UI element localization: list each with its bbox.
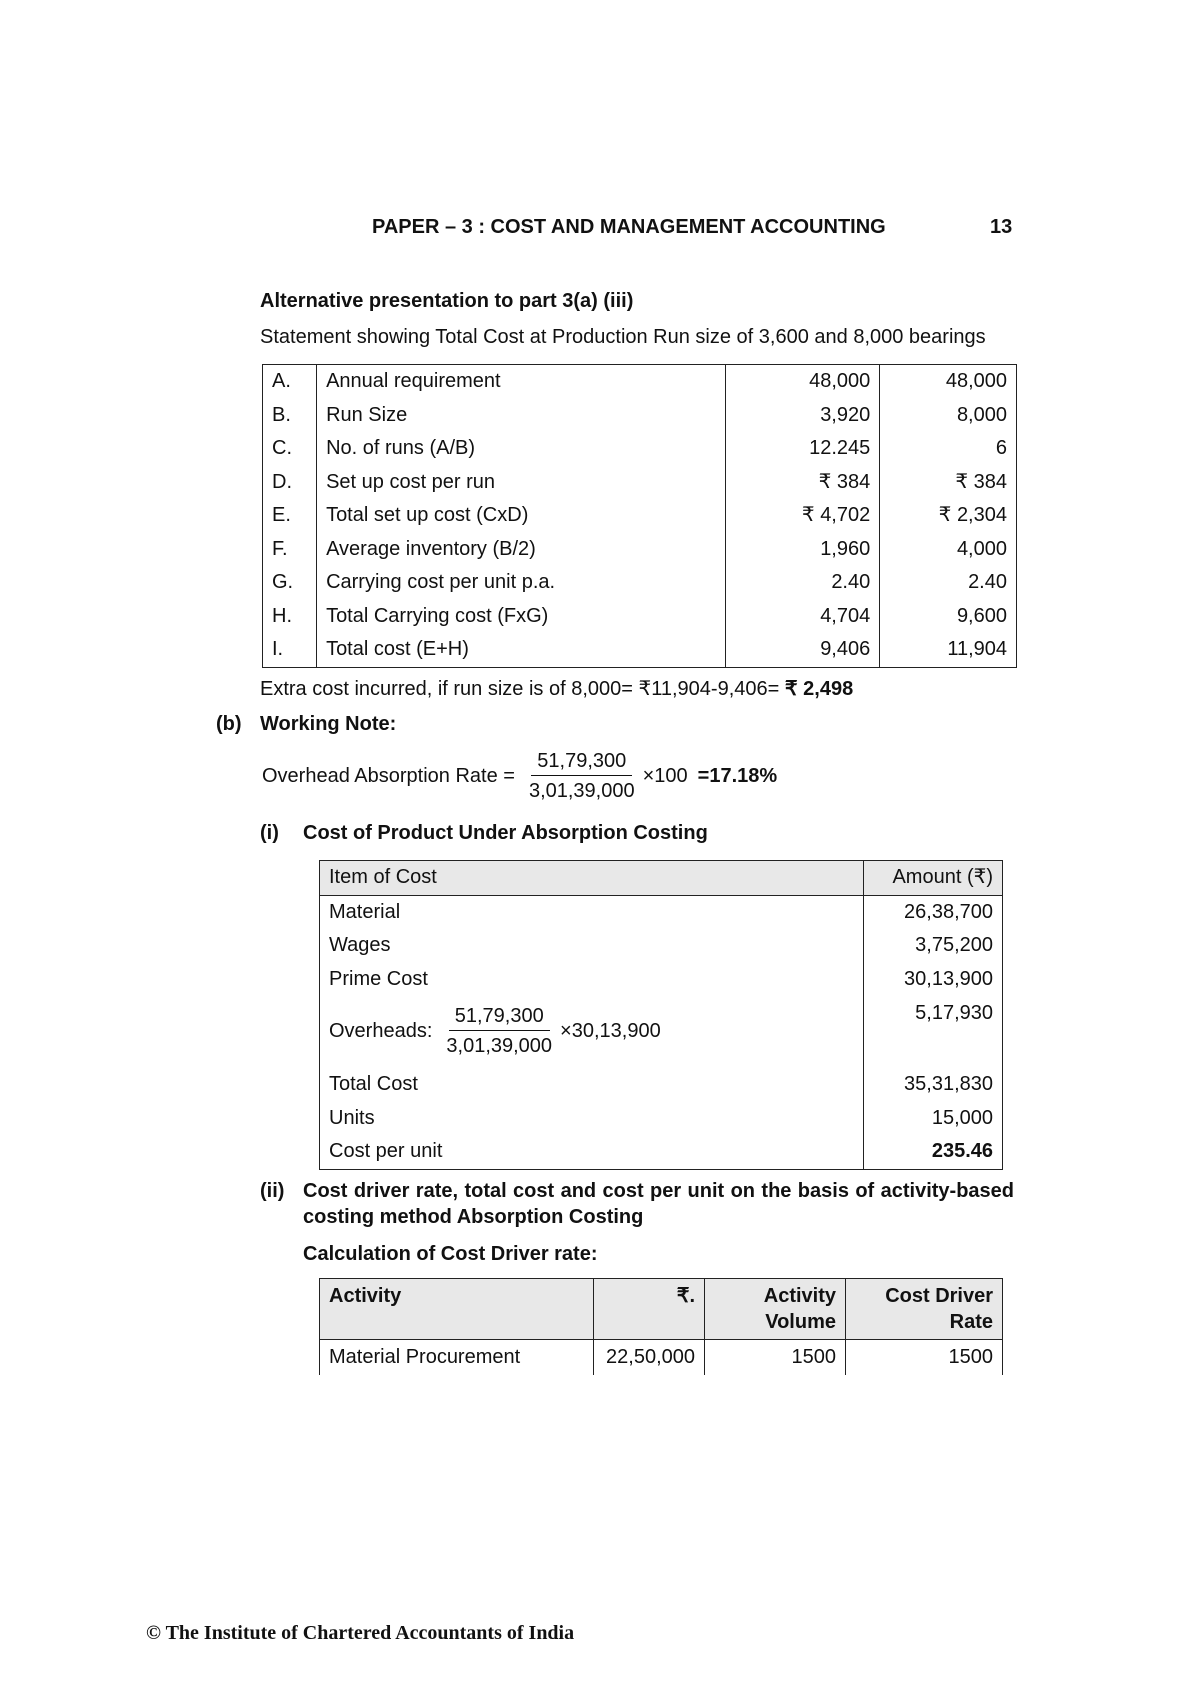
driver-activity: Material Procurement: [320, 1340, 594, 1376]
alt-row-value-run-8000: 2.40: [880, 566, 1017, 600]
abc-title-line2: costing method Absorption Costing: [303, 1206, 644, 1228]
absorption-row: [320, 1068, 1003, 1102]
oar-numerator: 51,79,300: [531, 747, 632, 776]
alt-row-description: Total Carrying cost (FxG): [317, 600, 726, 634]
alt-row: [263, 633, 1017, 667]
driver-amount: 22,50,000: [594, 1340, 705, 1376]
absorption-amount: 35,31,830: [864, 1068, 1003, 1102]
alt-row: [263, 499, 1017, 533]
alt-row-value-run-8000: 6: [880, 432, 1017, 466]
alt-row-value-run-8000: ₹ 2,304: [880, 499, 1017, 533]
alt-row-label: B.: [263, 399, 317, 433]
page-number: 13: [990, 216, 1013, 238]
alt-subheading: Statement showing Total Cost at Production Run size of 3,600 and 8,000 bearings: [260, 326, 986, 348]
oar-formula: [262, 747, 777, 806]
oar-label: Overhead Absorption Rate =: [262, 765, 515, 787]
alt-row-value-run-8000: 48,000: [880, 365, 1017, 399]
alt-row-label: H.: [263, 600, 317, 634]
alt-row-value-run-3920: 3,920: [726, 399, 880, 433]
extra-cost-line: [260, 676, 853, 701]
absorption-amount: 26,38,700: [864, 895, 1003, 929]
overheads-fraction: [440, 1002, 558, 1061]
header-activity-volume: [705, 1279, 846, 1340]
absorption-header-row: [320, 861, 1003, 896]
alt-row: [263, 466, 1017, 500]
cost-driver-row: [320, 1340, 1003, 1376]
cost-driver-table: [319, 1278, 1003, 1375]
alt-row-label: C.: [263, 432, 317, 466]
footer-copyright: © The Institute of Chartered Accountants of India: [146, 1622, 575, 1644]
alt-row-description: Total cost (E+H): [317, 633, 726, 667]
alt-row-label: A.: [263, 365, 317, 399]
alt-row-value-run-3920: 2.40: [726, 566, 880, 600]
alt-row-description: Total set up cost (CxD): [317, 499, 726, 533]
overheads-row: [320, 996, 1003, 1068]
absorption-amount: 3,75,200: [864, 929, 1003, 963]
header-amount: Amount (₹): [864, 861, 1003, 896]
absorption-item: Prime Cost: [320, 963, 864, 997]
alt-row-value-run-8000: 8,000: [880, 399, 1017, 433]
alt-row-value-run-3920: 1,960: [726, 533, 880, 567]
alt-row: [263, 365, 1017, 399]
extra-cost-value: ₹ 2,498: [784, 678, 854, 700]
page-header-title: PAPER – 3 : COST AND MANAGEMENT ACCOUNTING: [372, 216, 886, 238]
alt-row: [263, 600, 1017, 634]
absorption-cost-table: [319, 860, 1003, 1170]
alt-row-label: G.: [263, 566, 317, 600]
header-volume-line1: Activity: [763, 1285, 836, 1307]
alt-row-label: F.: [263, 533, 317, 567]
alt-row-value-run-8000: 9,600: [880, 600, 1017, 634]
alt-row-description: Carrying cost per unit p.a.: [317, 566, 726, 600]
oar-result: =17.18%: [697, 765, 778, 787]
alt-row-value-run-3920: 9,406: [726, 633, 880, 667]
alt-row-value-run-3920: 4,704: [726, 600, 880, 634]
abc-title-line1: [303, 1180, 1014, 1203]
alt-row-value-run-3920: ₹ 4,702: [726, 499, 880, 533]
cost-per-unit-label: Cost per unit: [320, 1135, 864, 1169]
section-b-label: (b): [216, 713, 242, 735]
alt-row-value-run-3920: 12.245: [726, 432, 880, 466]
driver-rate: 1500: [846, 1340, 1003, 1376]
alt-row-value-run-8000: ₹ 384: [880, 466, 1017, 500]
section-ii-label: (ii): [260, 1180, 285, 1202]
cost-per-unit-amount: 235.46: [864, 1135, 1003, 1169]
overheads-label: Overheads:: [329, 1019, 433, 1042]
overheads-denominator: 3,01,39,000: [446, 1034, 553, 1057]
alt-row-label: I.: [263, 633, 317, 667]
alt-row-value-run-8000: 11,904: [880, 633, 1017, 667]
oar-denominator: 3,01,39,000: [528, 780, 635, 802]
absorption-item: Total Cost: [320, 1068, 864, 1102]
absorption-row: [320, 963, 1003, 997]
absorption-amount: 15,000: [864, 1102, 1003, 1136]
alt-heading: Alternative presentation to part 3(a) (iii): [260, 290, 634, 312]
header-rate-line1: Cost Driver: [885, 1285, 993, 1307]
alt-row-value-run-3920: 48,000: [726, 365, 880, 399]
absorption-amount: 30,13,900: [864, 963, 1003, 997]
alt-row-label: E.: [263, 499, 317, 533]
cost-driver-header-row: [320, 1279, 1003, 1340]
absorption-item: Material: [320, 895, 864, 929]
alt-row-description: Run Size: [317, 399, 726, 433]
header-cost-driver-rate: [846, 1279, 1003, 1340]
absorption-row: [320, 929, 1003, 963]
alt-row-description: No. of runs (A/B): [317, 432, 726, 466]
abc-title-line1-text: Cost driver rate, total cost and cost per unit on the basis of activity-based: [303, 1180, 1014, 1202]
alt-row: [263, 399, 1017, 433]
driver-volume: 1500: [705, 1340, 846, 1376]
alt-row: [263, 566, 1017, 600]
alt-row: [263, 533, 1017, 567]
oar-multiplier: ×100: [642, 765, 688, 787]
alt-cost-table: [262, 364, 1017, 668]
section-i-label: (i): [260, 822, 279, 844]
oar-fraction: [523, 747, 641, 806]
absorption-item: Units: [320, 1102, 864, 1136]
alt-row-label: D.: [263, 466, 317, 500]
working-note-title: Working Note:: [260, 713, 397, 735]
alt-row-description: Annual requirement: [317, 365, 726, 399]
alt-row-value-run-8000: 4,000: [880, 533, 1017, 567]
overheads-cell: [320, 996, 864, 1068]
header-item-of-cost: Item of Cost: [320, 861, 864, 896]
absorption-row: [320, 895, 1003, 929]
overheads-numerator: 51,79,300: [449, 1002, 550, 1031]
absorption-row: [320, 1102, 1003, 1136]
header-activity: Activity: [320, 1279, 594, 1340]
absorption-title: Cost of Product Under Absorption Costing: [303, 822, 708, 844]
header-rupee: ₹.: [594, 1279, 705, 1340]
alt-row: [263, 432, 1017, 466]
header-volume-line2: Volume: [765, 1311, 836, 1333]
overheads-amount: 5,17,930: [864, 996, 1003, 1068]
absorption-item: Wages: [320, 929, 864, 963]
extra-cost-text: Extra cost incurred, if run size is of 8,000= ₹11,904-9,406=: [260, 678, 780, 700]
calc-heading: Calculation of Cost Driver rate:: [303, 1243, 598, 1265]
alt-row-description: Average inventory (B/2): [317, 533, 726, 567]
header-rate-line2: Rate: [949, 1311, 993, 1333]
alt-row-description: Set up cost per run: [317, 466, 726, 500]
overheads-multiplier: ×30,13,900: [560, 1019, 661, 1042]
alt-row-value-run-3920: ₹ 384: [726, 466, 880, 500]
cost-per-unit-row: [320, 1135, 1003, 1169]
